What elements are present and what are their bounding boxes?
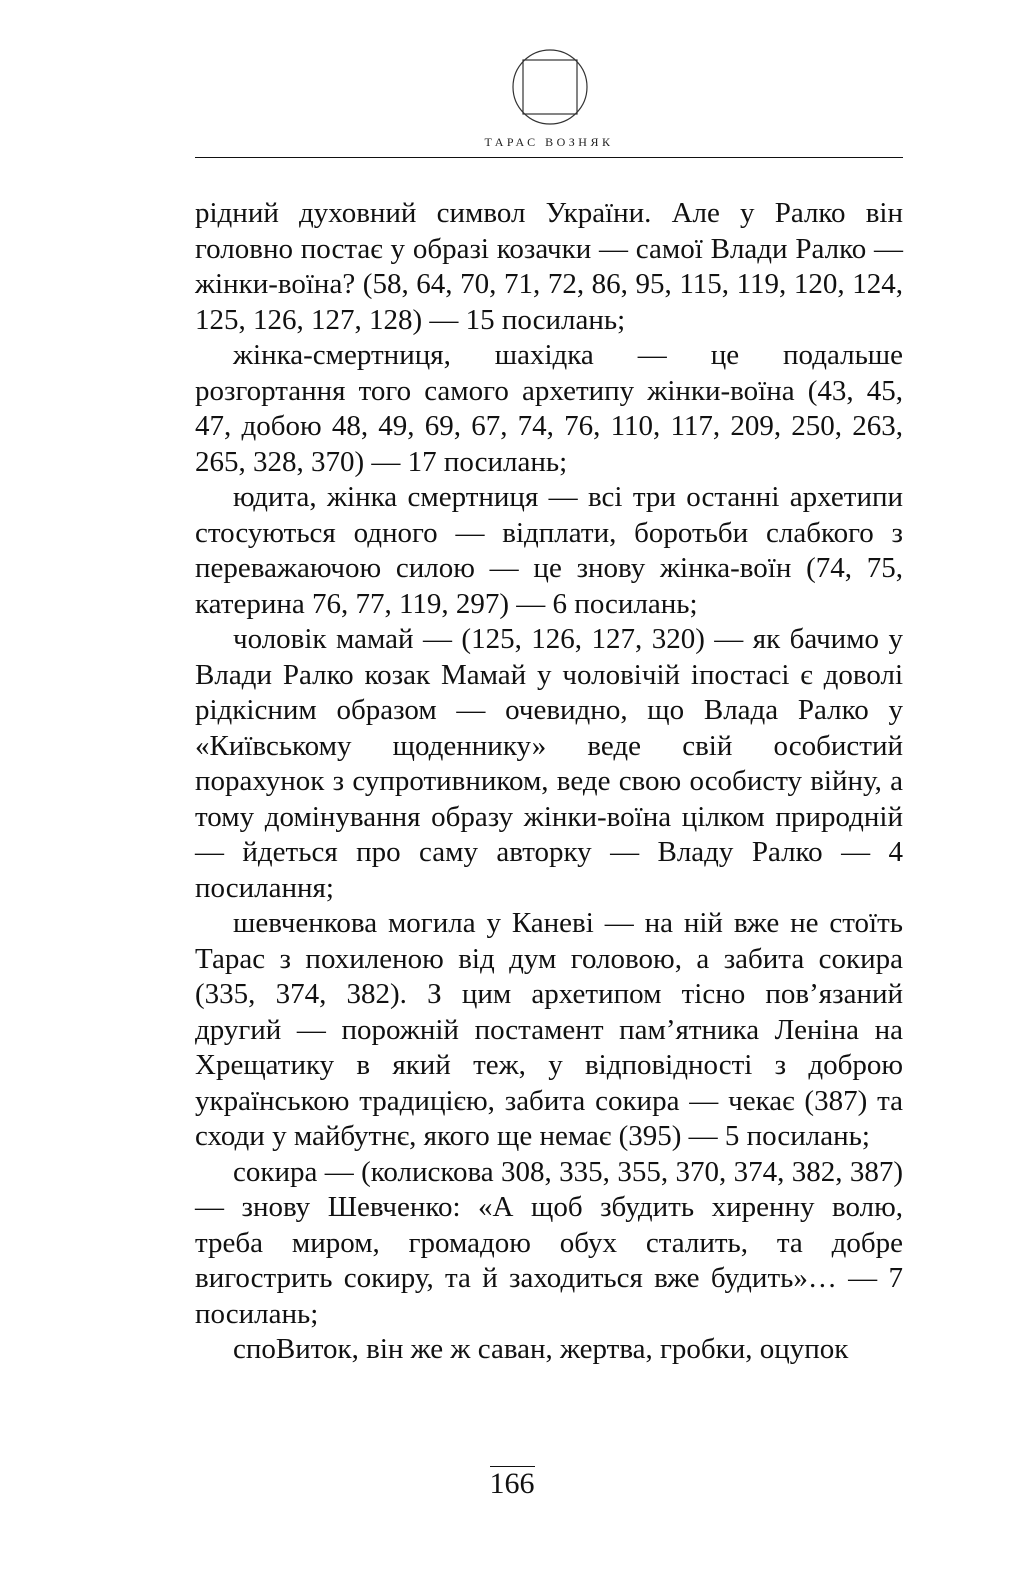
paragraph: чоловік мамай — (125, 126, 127, 320) — як бачимо у Влади Ралко козак Мамай у чоловічій іпостасі є доволі рідкісним образом — очевидно, що Влада Ралко у «Київському щоденнику» веде свій особистий порахунок з супротивником, веде свою особисту війну, а тому домінування образу жінки-воїна цілком природній — йдеться про саму авторку — Владу Ралко — 4 посилання; <box>195 623 903 904</box>
paragraph: шевченкова могила у Каневі — на ній вже не стоїть Тарас з похиленою від дум головою, а забита сокира (335, 374, 382). З цим архетипом тісно пов’язаний другий — порожній постамент пам’ятника Леніна на Хрещатику в який теж, у відповідності з доброю українською традицією, забита сокира — чекає (387) та сходи у майбутнє, якого ще немає (395) — 5 посилань; <box>195 907 903 1152</box>
paragraph: сокира — (колискова 308, 335, 355, 370, 374, 382, 387) — знову Шевченко: «А щоб збудить хиренну волю, треба миром, громадою обух сталить, та добре вигострить сокиру, та й заходиться вже будить»… — 7 посилань; <box>195 1155 903 1330</box>
running-head: ТАРАС ВОЗНЯК <box>484 135 614 149</box>
page-number-container <box>0 1466 1024 1501</box>
header-rule <box>195 157 903 158</box>
paragraph: рідний духовний символ України. Але у Ралко він головно постає у образі козачки — самої Влади Ралко — жінки-воїна? (58, 64, 70, 71, 72, 86, 95, 115, 119, 120, 124, 125, 126, 127, 128) — 15 посилань; <box>195 197 903 336</box>
paragraph: жінка-смертниця, шахідка — це подальше розгортання того самого архетипу жінки-воїна (43, 45, 47, добою 48, 49, 69, 67, 74, 76, 110, 117, 209, 250, 263, 265, 328, 370) — 17 посилань; <box>195 339 903 478</box>
body-text <box>195 196 903 1368</box>
paragraph: споВиток, він же ж саван, жертва, гробки, оцупок <box>233 1333 849 1365</box>
paragraph: юдита, жінка смертниця — всі три останні архетипи стосуються одного — відплати, боротьби слабкого з переважаючою силою — це знову жінка-воїн (74, 75, катерина 76, 77, 119, 297) — 6 посилань; <box>195 481 903 620</box>
circle-square-emblem-icon <box>511 48 589 126</box>
page-number: 166 <box>489 1467 535 1500</box>
